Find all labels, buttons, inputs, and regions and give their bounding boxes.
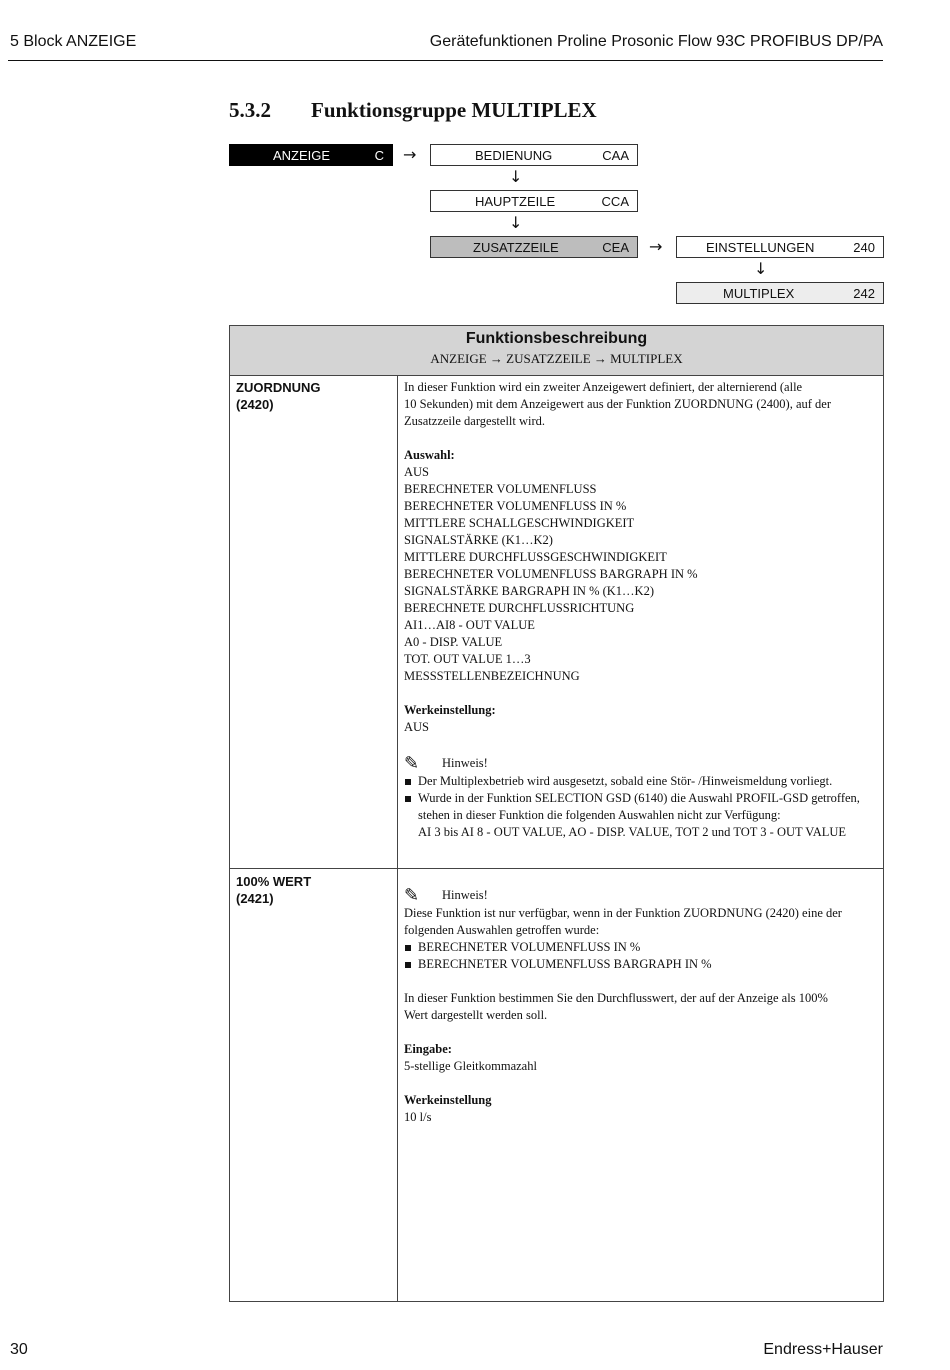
option-item: BERECHNETER VOLUMENFLUSS IN % (404, 499, 627, 513)
option-item: MITTLERE DURCHFLUSSGESCHWINDIGKEIT (404, 550, 667, 564)
function-table (229, 325, 884, 1302)
desc-line: In dieser Funktion bestimmen Sie den Durchflusswert, der auf der Anzeige als 100% (404, 991, 828, 1005)
bullet-square-icon (405, 779, 411, 785)
werkeinstellung-label: Werkeinstellung (404, 1093, 492, 1107)
werkeinstellung-value: 10 l/s (404, 1110, 432, 1124)
menu-box-label: HAUPTZEILE (475, 194, 556, 209)
option-item: AUS (404, 465, 430, 479)
table-header (230, 326, 883, 376)
row-divider (230, 868, 883, 869)
running-header-right: Gerätefunktionen Proline Prosonic Flow 93C PROFIBUS DP/PA (429, 33, 883, 50)
eingabe-value: 5-stellige Gleitkommazahl (404, 1059, 537, 1073)
table-path: ANZEIGE → ZUSATZZEILE → MULTIPLEX (430, 351, 683, 366)
hinweis-label: Hinweis! (442, 887, 488, 902)
eingabe-label: Eingabe: (404, 1042, 452, 1056)
option-item: MITTLERE SCHALLGESCHWINDIGKEIT (404, 516, 635, 530)
bullet-square-icon (405, 945, 411, 951)
page-number: 30 (10, 1341, 28, 1358)
column-divider (397, 375, 398, 1301)
pencil-note-icon: ✎ (404, 884, 420, 906)
menu-box-label: BEDIENUNG (475, 148, 553, 163)
menu-box-label: EINSTELLUNGEN (706, 240, 815, 255)
menu-box-label: ANZEIGE (273, 148, 331, 163)
hinweis-note (404, 885, 876, 905)
bullet-text: BERECHNETER VOLUMENFLUSS BARGRAPH IN % (418, 957, 712, 971)
bullet-text: Der Multiplexbetrieb wird ausgesetzt, sobald eine Stör- /Hinweismeldung vorliegt. (418, 774, 833, 788)
option-item: TOT. OUT VALUE 1…3 (404, 652, 531, 666)
werkeinstellung-label: Werkeinstellung: (404, 703, 496, 717)
menu-box-code: CCA (601, 194, 629, 209)
desc-line: Zusatzzeile dargestellt wird. (404, 414, 546, 428)
option-item: BERECHNETE DURCHFLUSSRICHTUNG (404, 601, 635, 615)
arrow-down-icon: ↓ (754, 259, 768, 278)
arrow-down-icon: ↓ (509, 167, 523, 186)
option-item: SIGNALSTÄRKE BARGRAPH IN % (K1…K2) (404, 584, 654, 598)
table-title: Funktionsbeschreibung (465, 330, 648, 347)
arrow-right-icon: → (649, 237, 663, 256)
running-header-left: 5 Block ANZEIGE (10, 33, 137, 50)
function-name-zuordnung (236, 379, 321, 413)
menu-box-code: 242 (853, 286, 875, 301)
menu-box-einstellungen (676, 236, 884, 258)
bullet-text: Wurde in der Funktion SELECTION GSD (6140) die Auswahl PROFIL-GSD getroffen, (418, 791, 860, 805)
function-name-100-wert (236, 873, 311, 907)
auswahl-label: Auswahl: (404, 448, 455, 462)
function-name: 100% WERT (236, 874, 312, 889)
section-title-text: Funktionsgruppe MULTIPLEX (311, 98, 597, 122)
menu-box-hauptzeile (430, 190, 638, 212)
bullet-item (404, 939, 876, 956)
function-code: (2421) (236, 891, 274, 906)
option-item: BERECHNETER VOLUMENFLUSS BARGRAPH IN % (404, 567, 698, 581)
function-code: (2420) (236, 397, 274, 412)
pencil-note-icon: ✎ (404, 752, 420, 774)
option-item: A0 - DISP. VALUE (404, 635, 503, 649)
menu-box-zusatzzeile (430, 236, 638, 258)
menu-box-code: CEA (602, 240, 629, 255)
menu-box-code: CAA (602, 148, 629, 163)
bullet-text: stehen in dieser Funktion die folgenden Auswahlen nicht zur Verfügung: (418, 808, 781, 822)
option-item: MESSSTELLENBEZEICHNUNG (404, 669, 580, 683)
option-item: BERECHNETER VOLUMENFLUSS (404, 482, 597, 496)
bullet-item (404, 790, 876, 841)
arrow-down-icon: ↓ (509, 213, 523, 232)
desc-line: Wert dargestellt werden soll. (404, 1008, 548, 1022)
desc-line: Diese Funktion ist nur verfügbar, wenn in der Funktion ZUORDNUNG (2420) eine der (404, 906, 842, 920)
menu-box-label: ZUSATZZEILE (473, 240, 559, 255)
function-desc-zuordnung (404, 379, 876, 841)
bullet-text: AI 3 bis AI 8 - OUT VALUE, AO - DISP. VALUE, TOT 2 und TOT 3 - OUT VALUE (418, 825, 847, 839)
desc-line: 10 Sekunden) mit dem Anzeigewert aus der Funktion ZUORDNUNG (2400), auf der (404, 397, 831, 411)
desc-line: folgenden Auswahlen getroffen wurde: (404, 923, 600, 937)
menu-box-multiplex (676, 282, 884, 304)
bullet-item (404, 956, 876, 973)
brand-name: Endress+Hauser (763, 1341, 883, 1358)
menu-box-label: MULTIPLEX (723, 286, 795, 301)
option-item: AI1…AI8 - OUT VALUE (404, 618, 535, 632)
hinweis-note (404, 753, 876, 773)
bullet-square-icon (405, 962, 411, 968)
menu-box-code: C (374, 148, 384, 163)
bullet-item (404, 773, 876, 790)
header-rule (8, 60, 883, 61)
arrow-right-icon: → (403, 145, 417, 164)
hinweis-label: Hinweis! (442, 755, 488, 770)
function-desc-100-wert (404, 885, 876, 1126)
option-item: SIGNALSTÄRKE (K1…K2) (404, 533, 553, 547)
section-number: 5.3.2 (229, 98, 271, 122)
bullet-square-icon (405, 796, 411, 802)
werkeinstellung-value: AUS (404, 720, 430, 734)
desc-line: In dieser Funktion wird ein zweiter Anzeigewert definiert, der alternierend (alle (404, 380, 803, 394)
menu-box-anzeige (229, 144, 393, 166)
function-name: ZUORDNUNG (236, 380, 321, 395)
bullet-text: BERECHNETER VOLUMENFLUSS IN % (418, 940, 641, 954)
menu-box-code: 240 (853, 240, 875, 255)
menu-box-bedienung (430, 144, 638, 166)
section-title (229, 98, 597, 123)
